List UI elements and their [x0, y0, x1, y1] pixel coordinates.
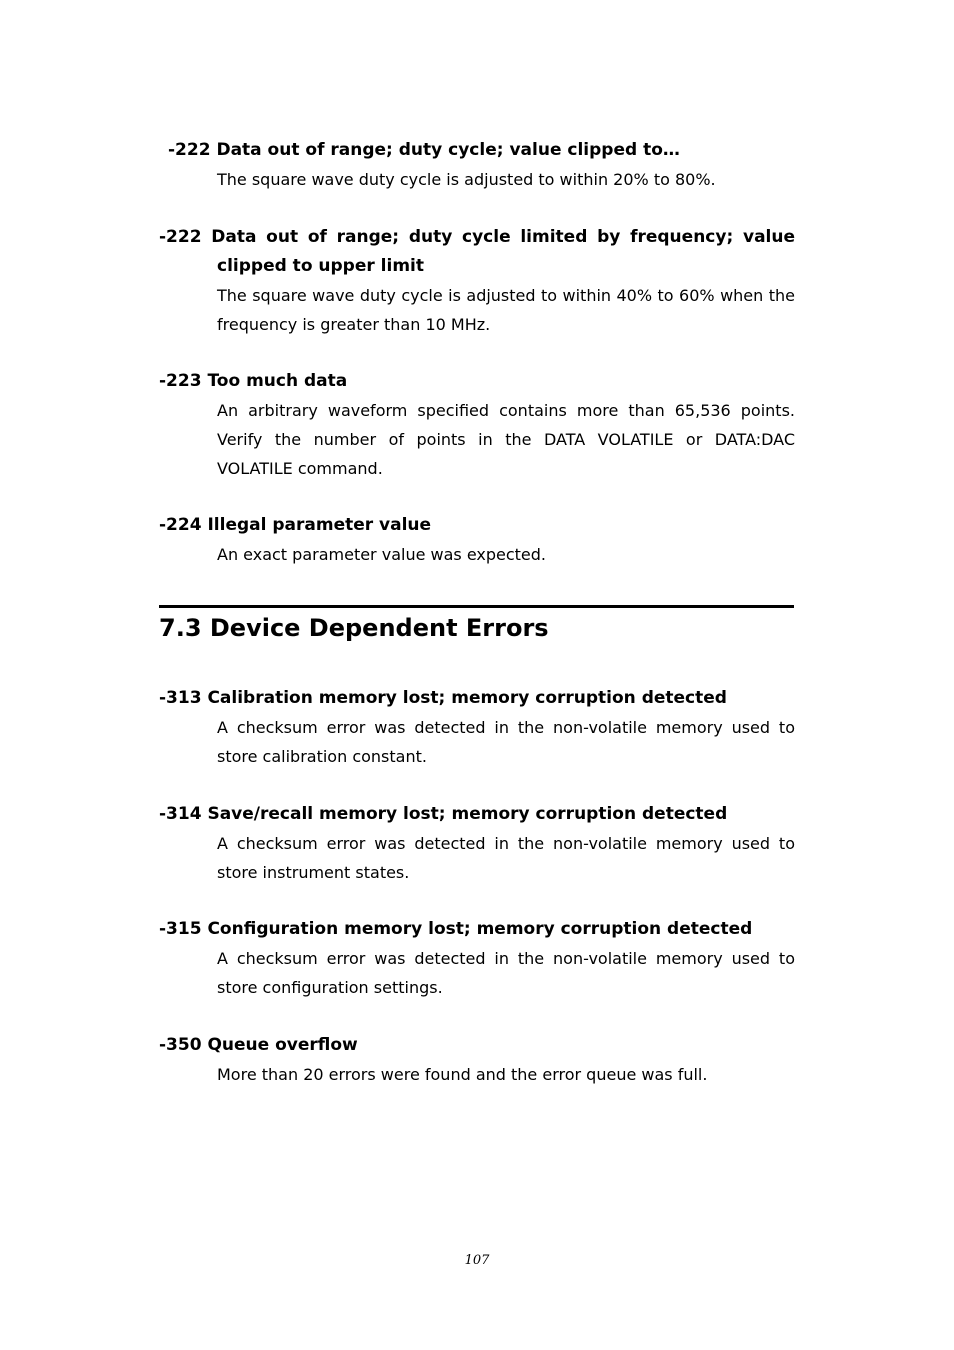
section-divider [159, 605, 794, 608]
error-title: -315 Configuration memory lost; memory corruption detected [159, 919, 753, 939]
error-title: -314 Save/recall memory lost; memory corruption detected [159, 804, 728, 824]
section-heading: 7.3 Device Dependent Errors [159, 614, 549, 642]
error-title: -223 Too much data [159, 371, 348, 391]
error-entry-313 [159, 684, 795, 771]
error-title: -313 Calibration memory lost; memory corruption detected [159, 688, 727, 708]
error-title: -224 Illegal parameter value [159, 515, 432, 535]
error-description: The square wave duty cycle is adjusted to within 40% to 60% when the frequency is greater than 10 MHz. [217, 286, 795, 334]
error-description: The square wave duty cycle is adjusted to within 20% to 80%. [217, 170, 716, 189]
error-entry-224 [159, 511, 795, 569]
error-entry-223 [159, 367, 795, 483]
error-title: -350 Queue overflow [159, 1035, 358, 1055]
error-title: -222 Data out of range; duty cycle limited by frequency; value clipped to upper limit [159, 227, 795, 276]
error-entry-222-clipped [159, 136, 804, 194]
error-description: More than 20 errors were found and the error queue was full. [217, 1065, 708, 1084]
error-description: An exact parameter value was expected. [217, 545, 547, 564]
page-number: 107 [464, 1253, 490, 1268]
error-description: A checksum error was detected in the non-volatile memory used to store instrument states. [217, 834, 795, 882]
error-description: A checksum error was detected in the non-volatile memory used to store calibration constant. [217, 718, 795, 766]
error-entry-314 [159, 800, 795, 887]
error-entry-350 [159, 1031, 795, 1089]
error-entry-315 [159, 915, 795, 1002]
error-description: An arbitrary waveform specified contains more than 65,536 points. Verify the number of points in the DATA VOLATILE or DATA:DAC VOLATILE command. [217, 401, 795, 478]
error-title: -222 Data out of range; duty cycle; value clipped to… [168, 140, 680, 160]
error-entry-222-limited [159, 223, 795, 339]
error-description: A checksum error was detected in the non-volatile memory used to store configuration settings. [217, 949, 795, 997]
